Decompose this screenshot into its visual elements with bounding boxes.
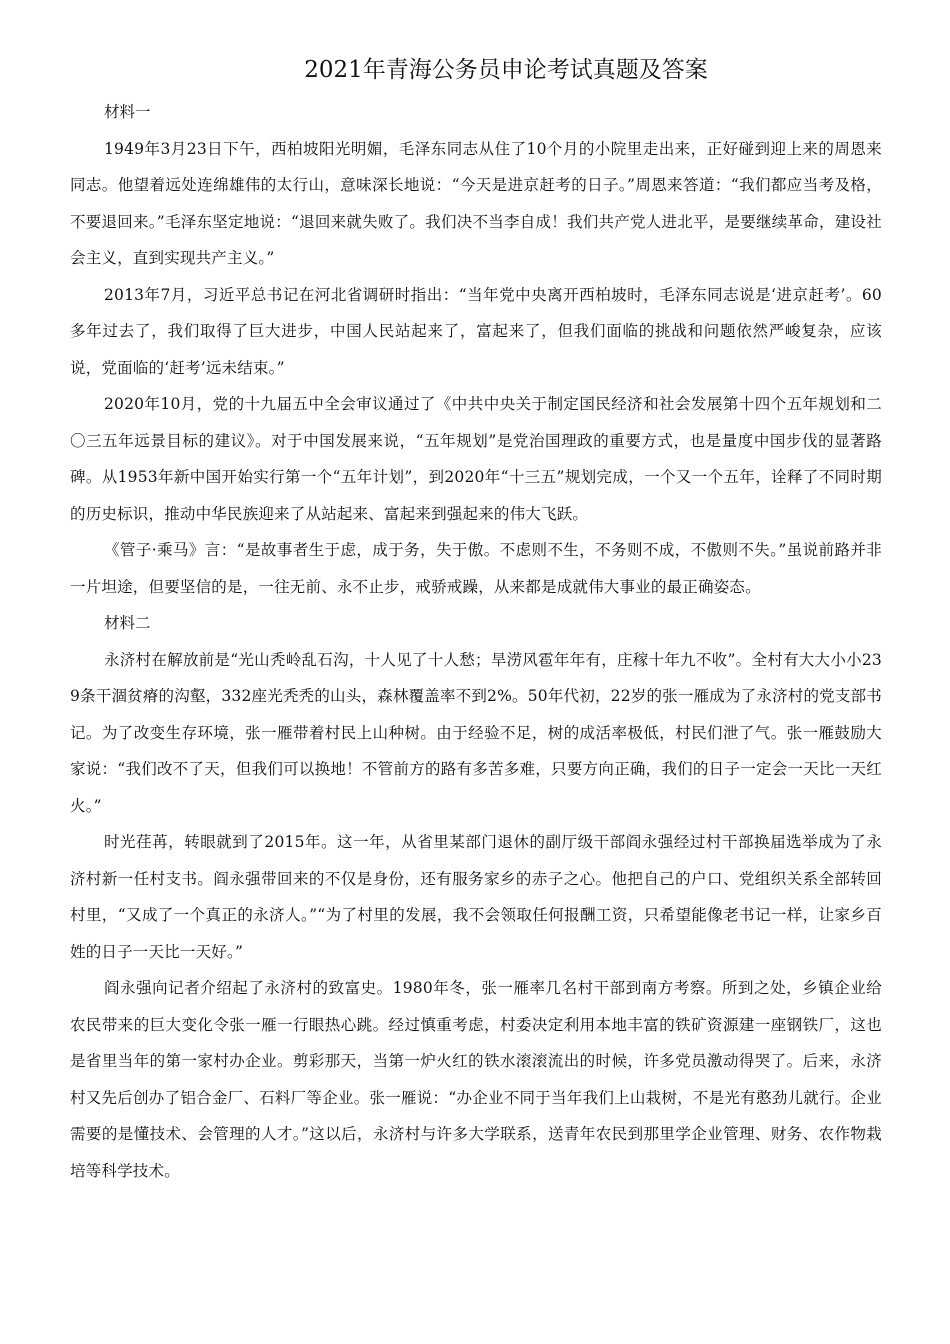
paragraph: 永济村在解放前是“光山秃岭乱石沟，十人见了十人愁；旱涝风雹年年有，庄稼十年九不收”。全村有大大小小239条干涸贫瘠的沟壑，332座光秃秃的山头，森林覆盖率不到2%。50年代初，22岁的张一雁成为了永济村的党支部书记。为了改变生存环境，张一雁带着村民上山种树。由于经验不足，树的成活率极低，村民们泄了气。张一雁鼓励大家说：“我们改不了天，但我们可以换地！不管前方的路有多苦多难，只要方向正确，我们的日子一定会一天比一天红火。” [70,650,882,815]
paragraph: 2013年7月，习近平总书记在河北省调研时指出：“当年党中央离开西柏坡时，毛泽东同志说是‘进京赶考’。60多年过去了，我们取得了巨大进步，中国人民站起来了，富起来了，但我们面临的挑战和问题依然严峻复杂，应该说，党面临的‘赶考’远未结束。” [70,285,882,377]
paragraph: 2020年10月，党的十九届五中全会审议通过了《中共中央关于制定国民经济和社会发展第十四个五年规划和二〇三五年远景目标的建议》。对于中国发展来说，“五年规划”是党治国理政的重要方式，也是量度中国步伐的显著路碑。从1953年新中国开始实行第一个“五年计划”，到2020年“十三五”规划完成，一个又一个五年，诠释了不同时期的历史标识，推动中华民族迎来了从站起来、富起来到强起来的伟大飞跃。 [70,395,882,523]
material-two-section [70,605,882,1189]
paragraph: 1949年3月23日下午，西柏坡阳光明媚，毛泽东同志从住了10个月的小院里走出来，正好碰到迎上来的周恩来同志。他望着远处连绵雄伟的太行山，意味深长地说：“今天是进京赶考的日子。”周恩来答道：“我们都应当考及格，不要退回来。”毛泽东坚定地说：“退回来就失败了。我们决不当李自成！我们共产党人进北平，是要继续革命，建设社会主义，直到实现共产主义。” [70,139,882,267]
paragraph: 阎永强向记者介绍起了永济村的致富史。1980年冬，张一雁率几名村干部到南方考察。所到之处，乡镇企业给农民带来的巨大变化令张一雁一行眼热心跳。经过慎重考虑，村委决定利用本地丰富的铁矿资源建一座钢铁厂，这也是省里当年的第一家村办企业。剪彩那天，当第一炉火红的铁水滚滚流出的时候，许多党员激动得哭了。后来，永济村又先后创办了铝合金厂、石料厂等企业。张一雁说：“办企业不同于当年我们上山栽树，不是光有憨劲儿就行。企业需要的是懂技术、会管理的人才。”这以后，永济村与许多大学联系，送青年农民到那里学企业管理、财务、农作物栽培等科学技术。 [70,979,882,1180]
material-one-heading: 材料一 [104,103,151,121]
paragraph: 《管子·乘马》言：“是故事者生于虑，成于务，失于傲。不虑则不生，不务则不成，不傲则不失。”虽说前路并非一片坦途，但要坚信的是，一往无前、永不止步，戒骄戒躁，从来都是成就伟大事业的最正确姿态。 [70,541,882,596]
paragraph: 时光荏苒，转眼就到了2015年。这一年，从省里某部门退休的副厅级干部阎永强经过村干部换届选举成为了永济村新一任村支书。阎永强带回来的不仅是身份，还有服务家乡的赤子之心。他把自己的户口、党组织关系全部转回村里，“又成了一个真正的永济人。”“为了村里的发展，我不会领取任何报酬工资，只希望能像老书记一样，让家乡百姓的日子一天比一天好。” [70,833,882,961]
document-title: 2021年青海公务员申论考试真题及答案 [304,57,708,83]
material-one-section [70,94,882,605]
material-two-heading: 材料二 [104,614,151,632]
